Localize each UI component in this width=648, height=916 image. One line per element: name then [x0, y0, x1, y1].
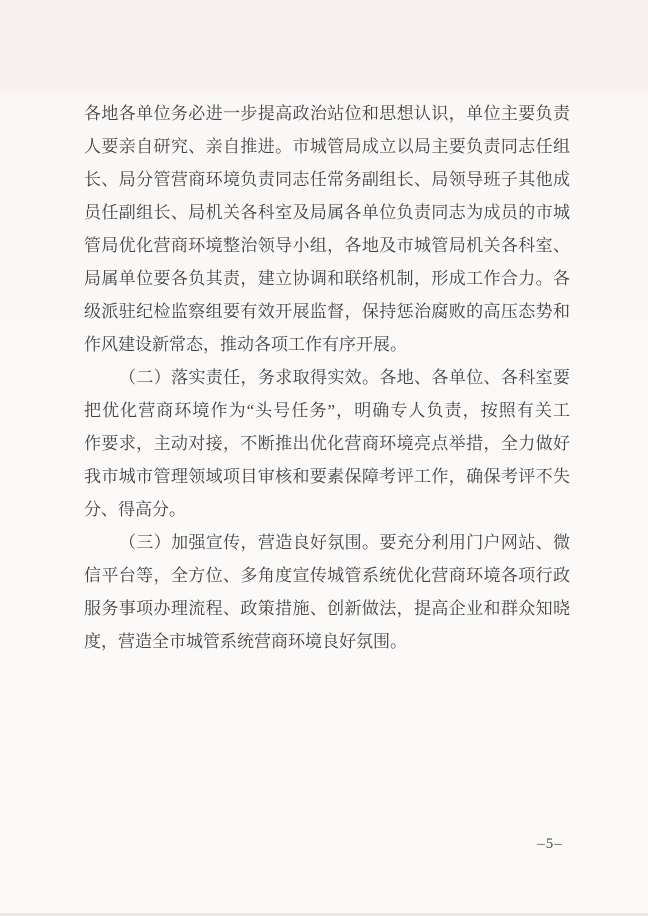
text-line: 长、局分管营商环境负责同志任常务副组长、局领导班子其他成 — [84, 170, 570, 189]
page-number: –5– — [537, 836, 563, 852]
text-line: 信平台等，全方位、多角度宣传城管系统优化营商环境各项行政 — [84, 566, 570, 585]
text-line: 分、得高分。 — [84, 500, 186, 519]
text-line: 员任副组长、局机关各科室及局属各单位负责同志为成员的市城 — [84, 203, 570, 222]
text-line: 度，营造全市城管系统营商环境良好氛围。 — [84, 632, 407, 651]
text-line: 把优化营商环境作为“头号任务”，明确专人负责，按照有关工 — [84, 401, 570, 420]
text-line: （三）加强宣传，营造良好氛围。要充分利用门户网站、微 — [119, 533, 570, 552]
text-line: 各地各单位务必进一步提高政治站位和思想认识，单位主要负责 — [84, 104, 570, 123]
text-line: 级派驻纪检监察组要有效开展监督，保持惩治腐败的高压态势和 — [84, 302, 570, 321]
text-line: 作风建设新常态，推动各项工作有序开展。 — [84, 335, 407, 354]
text-line: （二）落实责任，务求取得实效。各地、各单位、各科室要 — [119, 368, 570, 387]
text-line: 管局优化营商环境整治领导小组，各地及市城管局机关各科室、 — [84, 236, 570, 255]
text-line: 我市城市管理领域项目审核和要素保障考评工作，确保考评不失 — [84, 467, 570, 486]
document-body — [84, 97, 570, 658]
text-line: 作要求，主动对接，不断推出优化营商环境亮点举措，全力做好 — [84, 434, 570, 453]
text-line: 服务事项办理流程、政策措施、创新做法，提高企业和群众知晓 — [84, 599, 570, 618]
text-line: 人要亲自研究、亲自推进。市城管局成立以局主要负责同志任组 — [84, 137, 570, 156]
text-line: 局属单位要各负其责，建立协调和联络机制，形成工作合力。各 — [84, 269, 570, 288]
